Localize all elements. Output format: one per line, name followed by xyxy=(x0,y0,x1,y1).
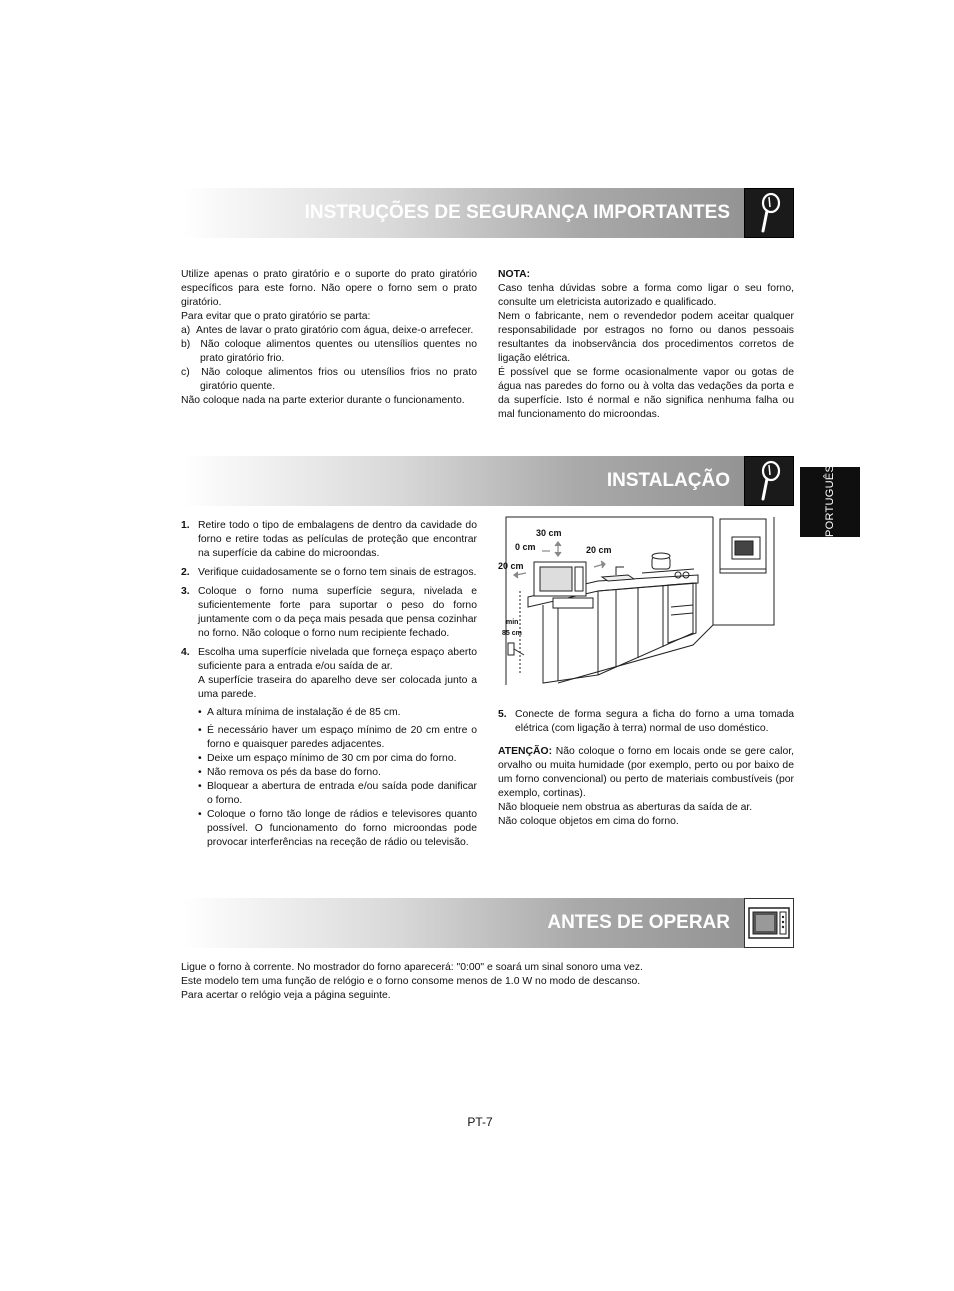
installation-diagram xyxy=(498,515,794,687)
safety-title: INSTRUÇÕES DE SEGURANÇA IMPORTANTES xyxy=(304,202,730,223)
install-bullet: • Coloque o forno tão longe de rádios e televisores quanto possível. O funcionamento do forno microondas pode provocar interferências na receção de rádio ou televisão. xyxy=(181,808,477,850)
step-text: Escolha uma superfície nivelada que forneça espaço aberto suficiente para a entrada e/ou saída de ar. xyxy=(198,647,477,672)
safety-paragraph: Utilize apenas o prato giratório e o suporte do prato giratório específicos para este forno. Não opere o forno sem o prato giratório. xyxy=(181,269,477,308)
step-text: A superfície traseira do aparelho deve ser colocada junto a uma parede. xyxy=(198,675,477,700)
step-text: Retire todo o tipo de embalagens de dentro da cavidade do forno e retire todas as películas de proteção que encontrar na superfície da cabine do microondas. xyxy=(198,520,477,559)
before-title: ANTES DE OPERAR xyxy=(547,912,730,933)
note-paragraph: Caso tenha dúvidas sobre a forma como ligar o seu forno, consulte um eletricista autorizado e qualificado. xyxy=(498,283,794,308)
before-banner xyxy=(181,898,794,948)
install-bullet: • A altura mínima de instalação é de 85 cm. xyxy=(181,706,477,720)
safety-paragraph: Para evitar que o prato giratório se parta: xyxy=(181,311,371,322)
page-number: PT-7 xyxy=(467,1115,493,1129)
note-paragraph: Nem o fabricante, nem o revendedor podem aceitar qualquer responsabilidade por estragos no forno ou danos pessoais resultantes da inobservância dos procedimentos corretos de ligação elétrica. xyxy=(498,311,794,364)
step-number: 4. xyxy=(181,647,190,658)
warning-label: ATENÇÃO: xyxy=(498,746,553,757)
before-line: Este modelo tem uma função de relógio e o forno consome menos de 1.0 W no modo de descanso. xyxy=(181,976,641,987)
step-text: Conecte de forma segura a ficha do forno a uma tomada elétrica (com ligação à terra) normal de uso doméstico. xyxy=(515,709,794,734)
install-banner xyxy=(181,456,794,506)
before-line: Ligue o forno à corrente. No mostrador do forno aparecerá: "0:00" e soará um sinal sonoro uma vez. xyxy=(181,962,643,973)
safety-item-b: b) Não coloque alimentos quentes ou utensílios quentes no prato giratório frio. xyxy=(181,339,477,364)
step-number: 1. xyxy=(181,520,190,531)
safety-banner xyxy=(181,188,794,238)
language-tab-label: PORTUGUÊS xyxy=(824,464,836,537)
clearance-top-label: 30 cm xyxy=(536,528,562,538)
install-bullet: • Não remova os pés da base do forno. xyxy=(181,766,477,780)
install-step xyxy=(181,566,477,580)
warning-paragraph xyxy=(498,745,794,801)
warning-paragraph: Não coloque objetos em cima do forno. xyxy=(498,816,679,827)
warning-text: Não coloque o forno em locais onde se gere calor, orvalho ou muita humidade (por exemplo, perto ou por baixo de um forno convencional) ou perto de materiais combustíveis (por exemplo, cortinas). xyxy=(498,746,794,799)
note-paragraph: É possível que se forme ocasionalmente vapor ou gotas de água nas paredes do forno ou à volta das vedações da porta e da superfície. Isto é normal e não significa nenhuma falha ou mal funcionamento do microondas. xyxy=(498,367,794,420)
step-number: 2. xyxy=(181,567,190,578)
install-bullet: • Bloquear a abertura de entrada e/ou saída pode danificar o forno. xyxy=(181,780,477,808)
step-text: Coloque o forno numa superfície segura, nivelada e suficientemente forte para suportar o peso do forno juntamente com o da peça mais pesada que pensa cozinhar no forno. Não coloque o forno num recipiente fechado. xyxy=(198,586,477,639)
safety-left-column xyxy=(181,268,477,408)
install-bullet: • Deixe um espaço mínimo de 30 cm por cima do forno. xyxy=(181,752,477,766)
before-line: Para acertar o relógio veja a página seguinte. xyxy=(181,990,391,1001)
install-step xyxy=(181,585,477,641)
safety-item-c: c) Não coloque alimentos frios ou utensílios frios no prato giratório quente. xyxy=(181,367,477,392)
install-bullet: • É necessário haver um espaço mínimo de 20 cm entre o forno e quaisquer paredes adjacentes. xyxy=(181,724,477,752)
language-tab xyxy=(800,464,860,537)
pin-icon xyxy=(744,456,794,506)
step-number: 5. xyxy=(498,709,507,720)
install-left-column xyxy=(181,519,477,850)
before-text xyxy=(181,961,794,1003)
min-label: min xyxy=(506,619,519,626)
install-step xyxy=(181,519,477,561)
step-text: Verifique cuidadosamente se o forno tem sinais de estragos. xyxy=(198,567,477,578)
install-step xyxy=(181,646,477,702)
clearance-left-label: 20 cm xyxy=(498,561,524,571)
safety-item-a: a) Antes de lavar o prato giratório com água, deixe-o arrefecer. xyxy=(181,325,474,336)
note-label: NOTA: xyxy=(498,269,531,280)
pin-icon xyxy=(744,188,794,238)
safety-paragraph: Não coloque nada na parte exterior durante o funcionamento. xyxy=(181,395,465,406)
warning-paragraph: Não bloqueie nem obstrua as aberturas da saída de ar. xyxy=(498,802,753,813)
microwave-icon xyxy=(744,898,794,948)
install-right-column xyxy=(498,708,794,829)
height-label: 85 cm xyxy=(502,630,522,637)
clearance-zero-label: 0 cm xyxy=(515,542,536,552)
safety-right-column xyxy=(498,268,794,422)
install-step xyxy=(498,708,794,736)
install-title: INSTALAÇÃO xyxy=(606,470,730,491)
step-number: 3. xyxy=(181,586,190,597)
clearance-right-label: 20 cm xyxy=(586,545,612,555)
